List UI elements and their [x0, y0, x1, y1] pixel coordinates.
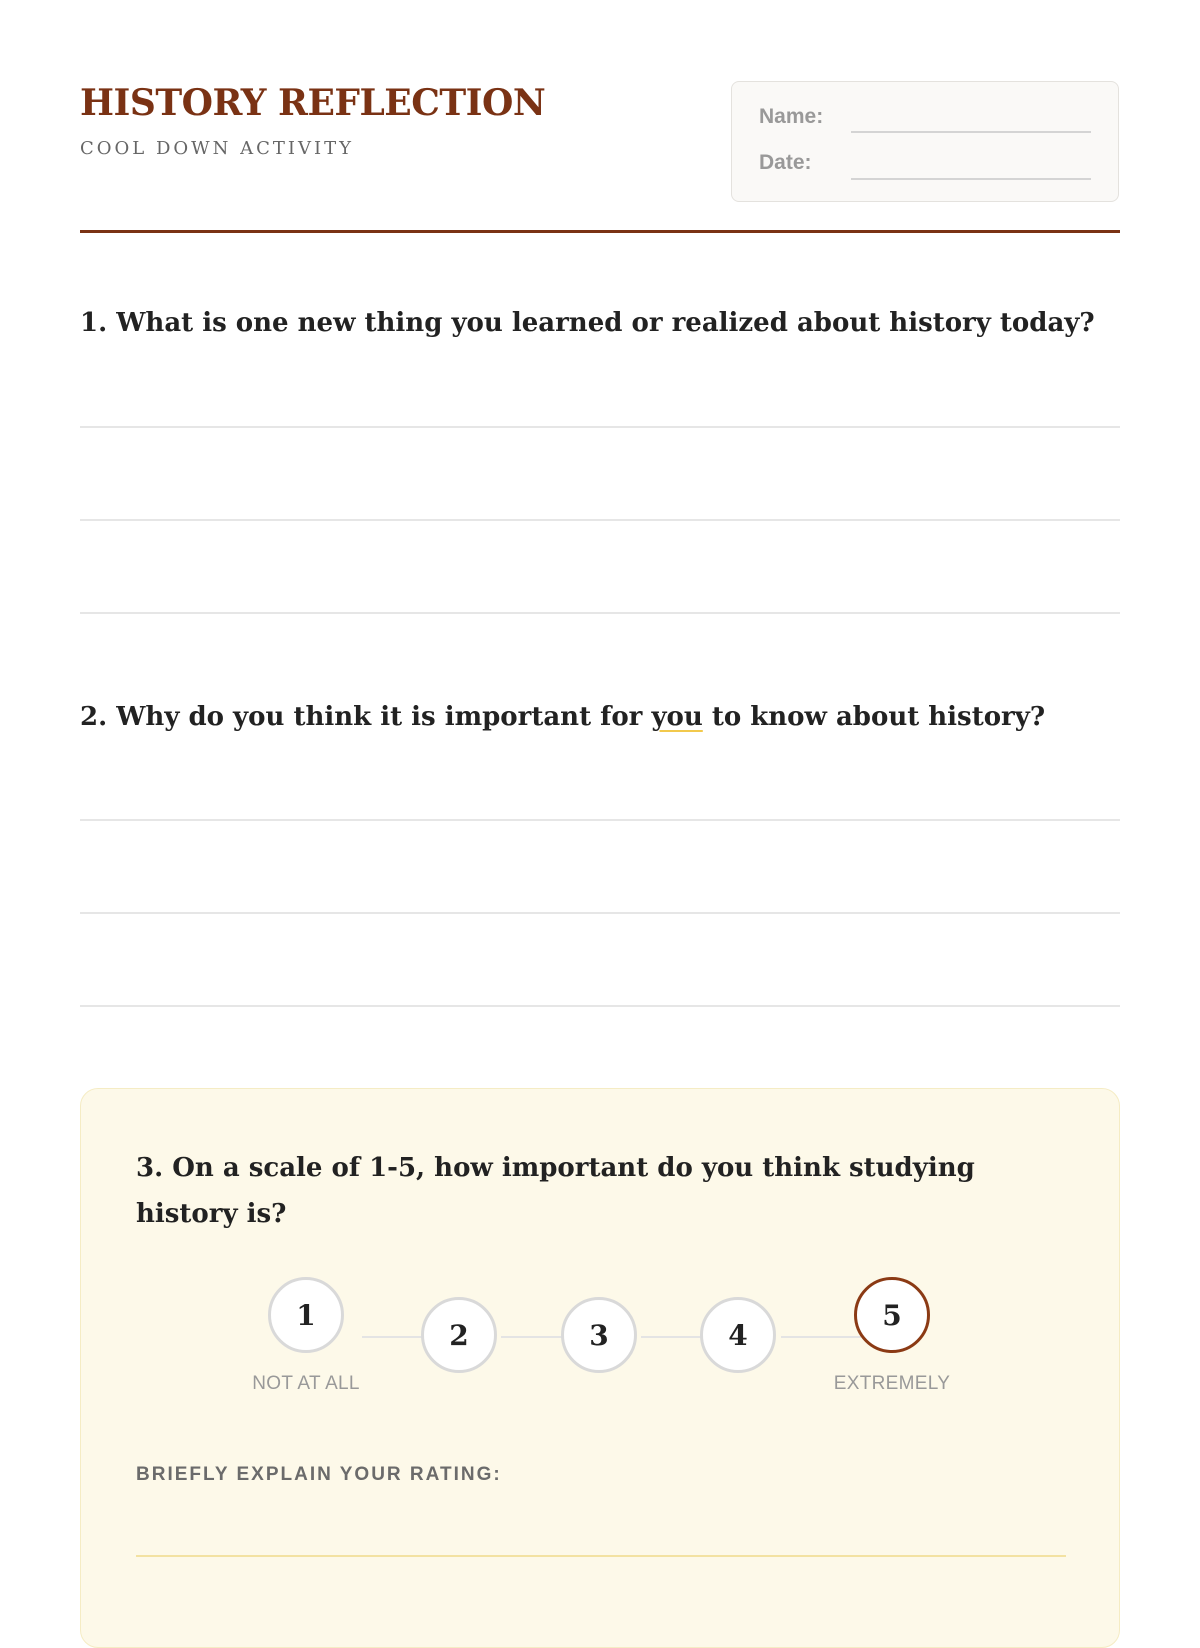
name-date-box — [731, 81, 1119, 202]
question-2 — [80, 698, 1120, 737]
explain-line[interactable] — [136, 1555, 1066, 1557]
date-field[interactable] — [851, 178, 1091, 180]
question-1 — [80, 304, 1120, 343]
rating-option-2[interactable]: 2 — [421, 1297, 497, 1373]
answer-2-line[interactable] — [80, 912, 1120, 914]
question-2-text-before: Why do you think it is important for — [116, 702, 652, 732]
question-3-text: On a scale of 1-5, how important do you think studying history is? — [136, 1153, 975, 1229]
answer-1-line[interactable] — [80, 519, 1120, 521]
rating-card — [80, 1088, 1120, 1648]
date-label: Date: — [759, 151, 812, 174]
rating-option-5[interactable]: 5 — [854, 1277, 930, 1353]
question-1-text: What is one new thing you learned or realized about history today? — [116, 308, 1095, 338]
header-divider — [80, 230, 1120, 233]
answer-2-line[interactable] — [80, 1005, 1120, 1007]
rating-option-1[interactable]: 1 — [268, 1277, 344, 1353]
rating-option-3[interactable]: 3 — [561, 1297, 637, 1373]
scale-connector — [781, 1336, 861, 1338]
answer-1-line[interactable] — [80, 426, 1120, 428]
question-2-number: 2. — [80, 702, 108, 732]
answer-2-line[interactable] — [80, 819, 1120, 821]
explain-label: BRIEFLY EXPLAIN YOUR RATING: — [136, 1464, 502, 1485]
name-field[interactable] — [851, 131, 1091, 133]
question-2-text-after: to know about history? — [702, 702, 1046, 732]
question-3 — [136, 1145, 1066, 1237]
scale-low-label: NOT AT ALL — [252, 1373, 360, 1394]
page-subtitle: COOL DOWN ACTIVITY — [80, 138, 355, 159]
question-2-emphasis: you — [651, 702, 703, 732]
scale-high-label: EXTREMELY — [833, 1373, 951, 1394]
page-title: HISTORY REFLECTION — [80, 82, 546, 124]
name-label: Name: — [759, 105, 824, 128]
worksheet-page — [80, 0, 1120, 1600]
question-1-number: 1. — [80, 308, 108, 338]
answer-1-line[interactable] — [80, 612, 1120, 614]
rating-option-4[interactable]: 4 — [700, 1297, 776, 1373]
question-3-number: 3. — [136, 1153, 164, 1183]
